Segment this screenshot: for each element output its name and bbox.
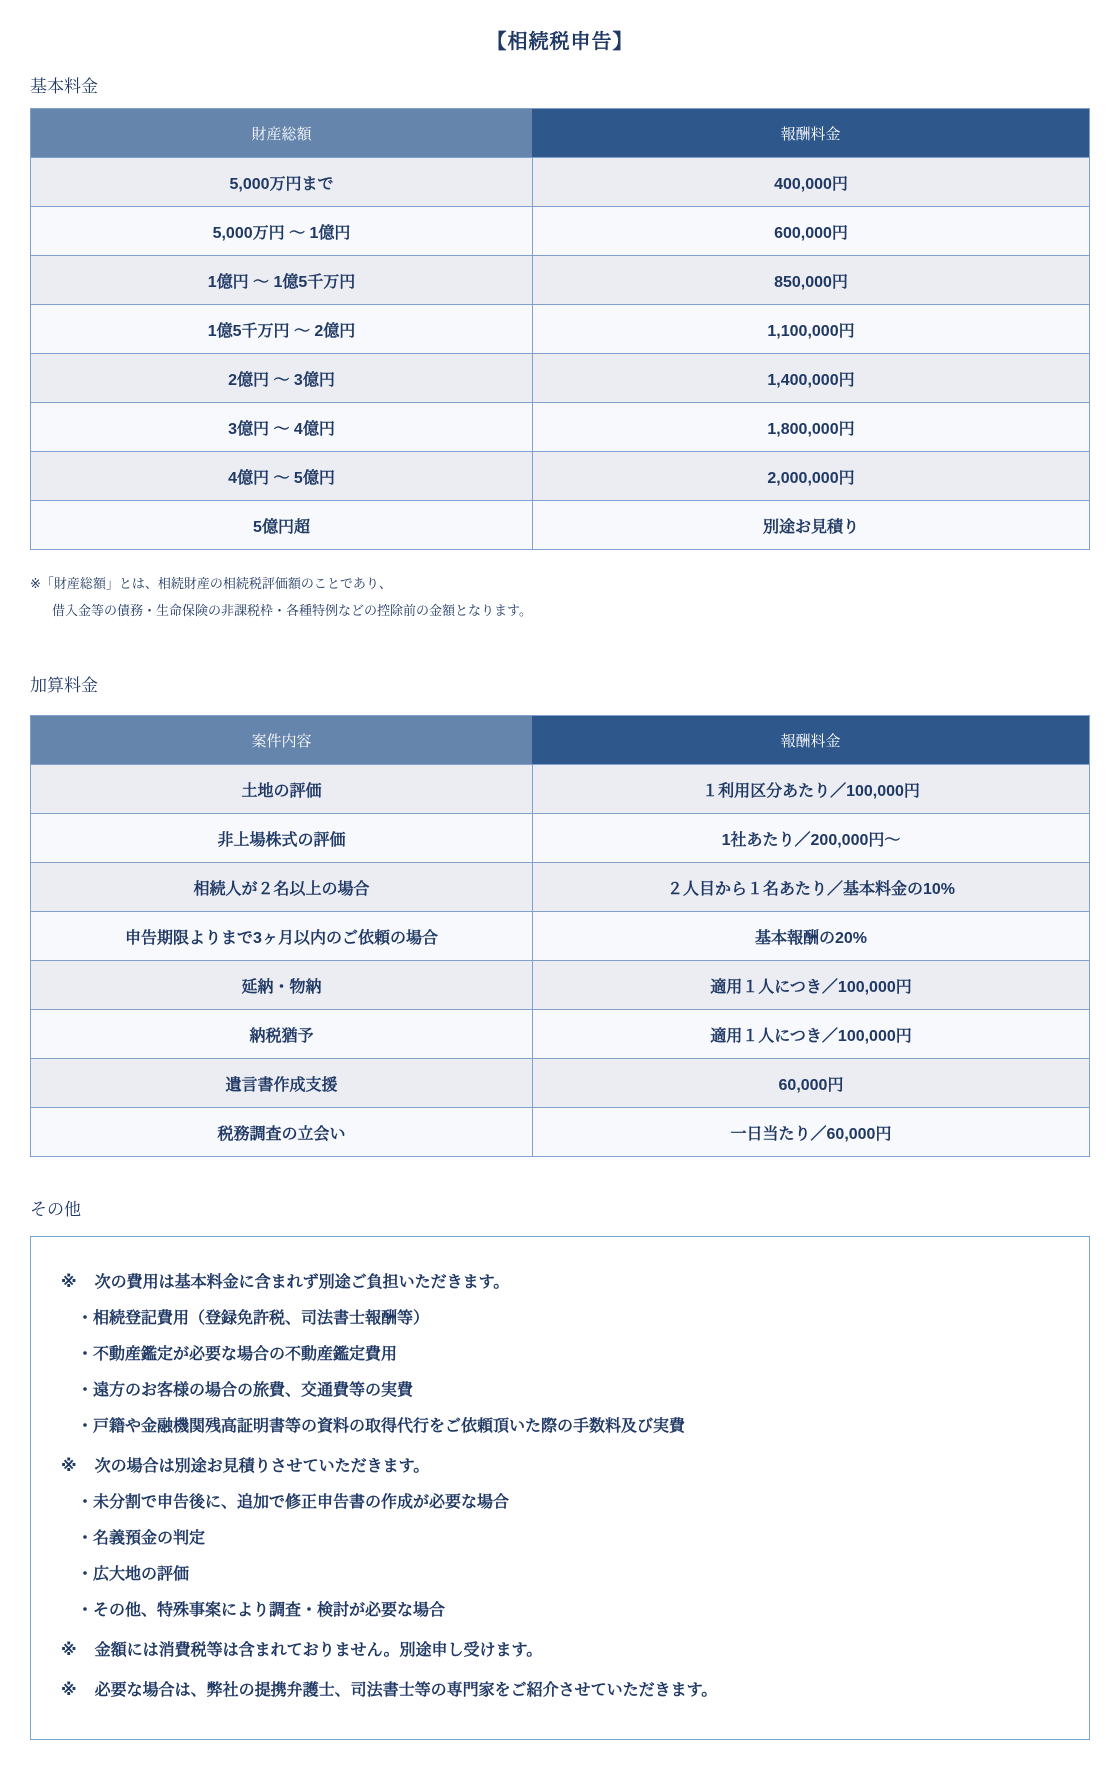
- case-detail-cell: 申告期限よりまで3ヶ月以内のご依頼の場合: [31, 912, 532, 960]
- fee-cell: ２人目から１名あたり／基本料金の10%: [532, 863, 1089, 911]
- note-bullet-item: ・名義預金の判定: [77, 1530, 206, 1547]
- reference-mark: ※: [61, 1642, 77, 1659]
- table-row: [31, 255, 1089, 304]
- case-detail-cell: 土地の評価: [31, 765, 532, 813]
- fee-cell: 400,000円: [532, 158, 1089, 206]
- table-row: [31, 206, 1089, 255]
- note-group-lead: [61, 1641, 1049, 1661]
- note-bullet-item: ・広大地の評価: [77, 1566, 190, 1583]
- section-heading-additional-fee: 加算料金: [30, 676, 98, 695]
- fee-cell: 別途お見積り: [532, 501, 1089, 549]
- table-header-row: [31, 109, 1089, 157]
- fee-cell: 一日当たり／60,000円: [532, 1108, 1089, 1156]
- asset-range-cell: 5億円超: [31, 501, 532, 549]
- note-bullet-item: ・遠方のお客様の場合の旅費、交通費等の実費: [77, 1382, 414, 1399]
- note-lead-text: 次の費用は基本料金に含まれず別途ご負担いただきます。: [94, 1274, 510, 1291]
- section-heading-other: その他: [30, 1200, 81, 1219]
- fee-cell: 1,800,000円: [532, 403, 1089, 451]
- asset-range-cell: 5,000万円まで: [31, 158, 532, 206]
- note-group-lead: [61, 1273, 1049, 1293]
- fee-cell: 1社あたり／200,000円～: [532, 814, 1089, 862]
- reference-mark: ※: [61, 1682, 77, 1699]
- column-header-asset-total: 財産総額: [31, 109, 532, 157]
- fee-cell: 基本報酬の20%: [532, 912, 1089, 960]
- asset-range-cell: 1億5千万円 ～ 2億円: [31, 305, 532, 353]
- note-bullet-item: ・戸籍や金融機関残高証明書等の資料の取得代行をご依頼頂いた際の手数料及び実費: [77, 1418, 686, 1435]
- fee-cell: 600,000円: [532, 207, 1089, 255]
- section-heading-basic-fee: 基本料金: [30, 77, 98, 96]
- footnote-line: 借入金等の債務・生命保険の非課税枠・各種特例などの控除前の金額となります。: [52, 603, 532, 618]
- note-lead-text: 次の場合は別途お見積りさせていただきます。: [94, 1458, 430, 1475]
- note-lead-text: 金額には消費税等は含まれておりません。別途申し受けます。: [94, 1642, 543, 1659]
- reference-mark: ※: [61, 1458, 77, 1475]
- basic-fee-footnote: [30, 570, 1090, 624]
- other-notes-box: [30, 1236, 1090, 1740]
- table-row: [31, 764, 1089, 813]
- fee-cell: 1,400,000円: [532, 354, 1089, 402]
- note-group-lead: [61, 1681, 1049, 1701]
- table-row: [31, 813, 1089, 862]
- table-row: [31, 304, 1089, 353]
- case-detail-cell: 税務調査の立会い: [31, 1108, 532, 1156]
- case-detail-cell: 納税猶予: [31, 1010, 532, 1058]
- asset-range-cell: 5,000万円 ～ 1億円: [31, 207, 532, 255]
- asset-range-cell: 3億円 ～ 4億円: [31, 403, 532, 451]
- table-row: [31, 1009, 1089, 1058]
- note-bullet-item: ・相続登記費用（登録免許税、司法書士報酬等）: [77, 1310, 430, 1327]
- fee-cell: 60,000円: [532, 1059, 1089, 1107]
- note-bullet-item: ・不動産鑑定が必要な場合の不動産鑑定費用: [77, 1346, 398, 1363]
- table-row: [31, 353, 1089, 402]
- column-header-case-detail: 案件内容: [31, 716, 532, 764]
- asset-range-cell: 2億円 ～ 3億円: [31, 354, 532, 402]
- asset-range-cell: 1億円 ～ 1億5千万円: [31, 256, 532, 304]
- note-bullet-item: ・その他、特殊事案により調査・検討が必要な場合: [77, 1602, 446, 1619]
- asset-range-cell: 4億円 ～ 5億円: [31, 452, 532, 500]
- basic-fee-table: [30, 108, 1090, 550]
- table-row: [31, 1058, 1089, 1107]
- case-detail-cell: 遺言書作成支援: [31, 1059, 532, 1107]
- table-row: [31, 451, 1089, 500]
- reference-mark: ※: [61, 1274, 77, 1291]
- table-row: [31, 500, 1089, 549]
- note-bullet-item: ・未分割で申告後に、追加で修正申告書の作成が必要な場合: [77, 1494, 510, 1511]
- fee-cell: 850,000円: [532, 256, 1089, 304]
- case-detail-cell: 非上場株式の評価: [31, 814, 532, 862]
- table-row: [31, 960, 1089, 1009]
- table-row: [31, 911, 1089, 960]
- column-header-fee: 報酬料金: [532, 109, 1089, 157]
- case-detail-cell: 相続人が２名以上の場合: [31, 863, 532, 911]
- fee-cell: 適用１人につき／100,000円: [532, 1010, 1089, 1058]
- fee-cell: 1,100,000円: [532, 305, 1089, 353]
- table-header-row: [31, 716, 1089, 764]
- additional-fee-table: [30, 715, 1090, 1157]
- fee-cell: １利用区分あたり／100,000円: [532, 765, 1089, 813]
- fee-cell: 適用１人につき／100,000円: [532, 961, 1089, 1009]
- table-row: [31, 402, 1089, 451]
- case-detail-cell: 延納・物納: [31, 961, 532, 1009]
- page-title: 【相続税申告】: [486, 31, 634, 53]
- table-row: [31, 862, 1089, 911]
- footnote-line: ※「財産総額」とは、相続財産の相続税評価額のことであり、: [30, 576, 392, 591]
- fee-cell: 2,000,000円: [532, 452, 1089, 500]
- column-header-fee: 報酬料金: [532, 716, 1089, 764]
- table-row: [31, 157, 1089, 206]
- table-row: [31, 1107, 1089, 1156]
- page-content: [30, 28, 1090, 1775]
- note-group-lead: [61, 1457, 1049, 1477]
- note-lead-text: 必要な場合は、弊社の提携弁護士、司法書士等の専門家をご紹介させていただきます。: [94, 1682, 718, 1699]
